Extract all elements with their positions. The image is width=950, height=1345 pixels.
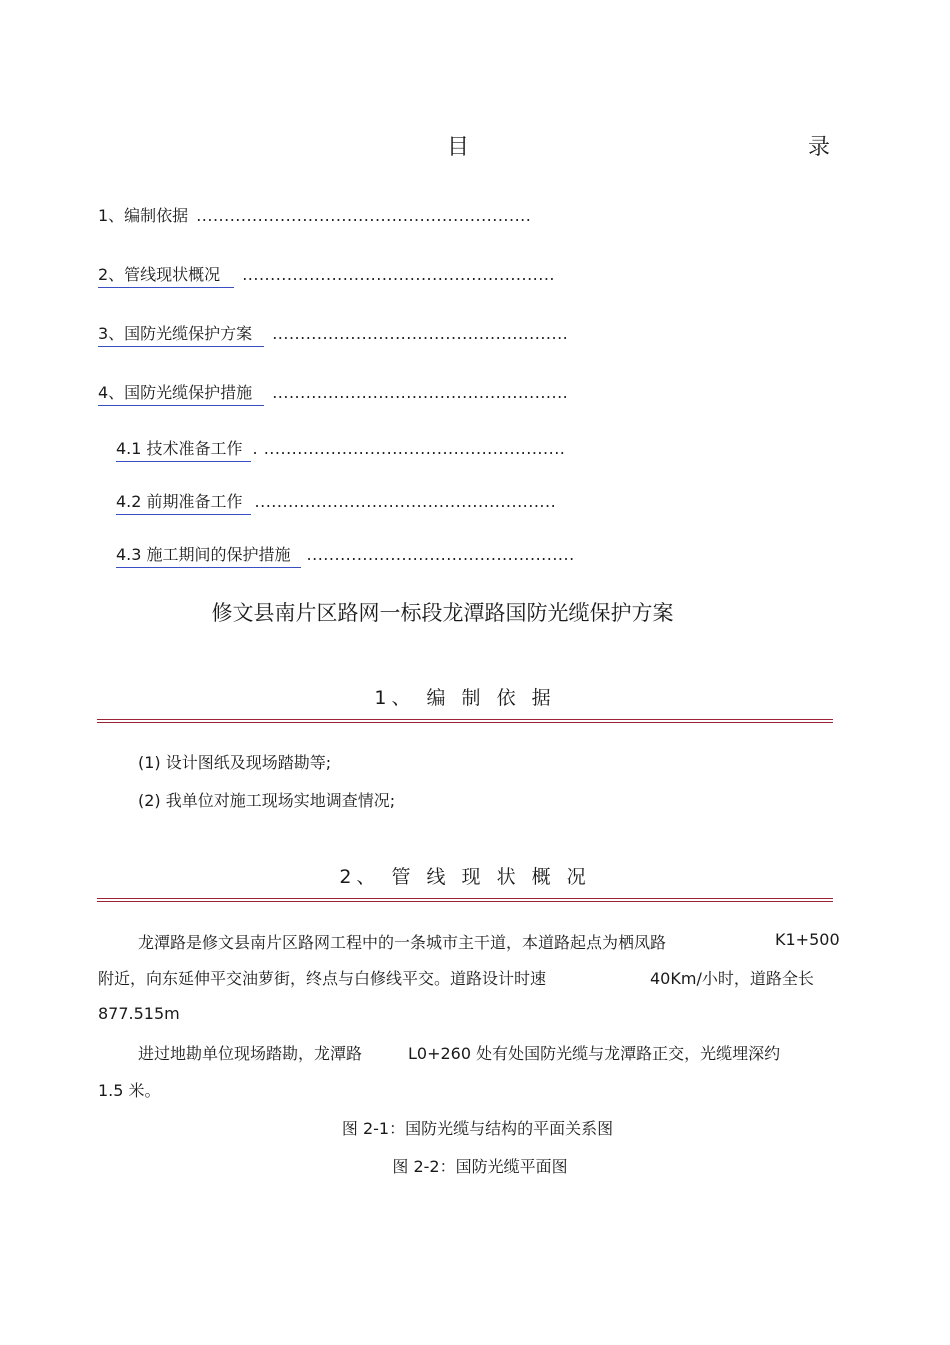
para-1-line-2b: 40Km/小时，道路全长 xyxy=(650,969,814,988)
toc-entry-label: 3、国防光缆保护方案 xyxy=(98,321,264,347)
section-1-heading: 1、 编 制 依 据 xyxy=(374,687,556,709)
toc-entry-leader: ...................................................... xyxy=(254,492,557,511)
para-1-line-1b: K1+500 xyxy=(775,930,840,949)
toc-entry-leader: ............................................................ xyxy=(196,206,532,225)
para-2-line-1b: L0+260 处有处国防光缆与龙潭路正交，光缆埋深约 xyxy=(408,1044,781,1063)
toc-entry-leader: ................................................ xyxy=(306,545,575,564)
toc-entry-2[interactable] xyxy=(98,262,555,288)
figure-caption-2-2: 图 2-2：国防光缆平面图 xyxy=(392,1157,568,1176)
section-1-item-1: (1) 设计图纸及现场踏勘等; xyxy=(138,753,332,772)
toc-heading-right: 录 xyxy=(808,135,831,160)
para-1-line-2a: 附近，向东延伸平交油萝街，终点与白修线平交。道路设计时速 xyxy=(98,969,547,988)
toc-heading-left: 目 xyxy=(447,135,470,160)
para-2-line-1a: 进过地勘单位现场踏勘，龙潭路 xyxy=(138,1044,363,1063)
toc-entry-label: 4、国防光缆保护措施 xyxy=(98,380,264,406)
toc-entry-4-1[interactable] xyxy=(116,436,565,462)
figure-caption-2-1: 图 2-1：国防光缆与结构的平面关系图 xyxy=(341,1119,614,1138)
toc-entry-3[interactable] xyxy=(98,321,568,347)
toc-entry-1[interactable] xyxy=(98,203,531,228)
section-2-rule xyxy=(97,898,833,902)
toc-entry-label: 4.2 前期准备工作 xyxy=(116,489,251,515)
toc-entry-label: 4.1 技术准备工作 xyxy=(116,436,251,462)
para-2-line-2: 1.5 米。 xyxy=(98,1081,161,1100)
section-1-item-2: (2) 我单位对施工现场实地调查情况; xyxy=(138,791,396,810)
toc-entry-leader: ........................................................ xyxy=(242,265,555,284)
toc-entry-4-2[interactable] xyxy=(116,489,556,515)
toc-entry-label: 4.3 施工期间的保护措施 xyxy=(116,542,301,568)
toc-entry-4[interactable] xyxy=(98,380,568,406)
toc-entry-leader: ..................................................... xyxy=(272,324,569,343)
para-1-line-3: 877.515m xyxy=(98,1004,180,1023)
toc-entry-label: 1、编制依据 xyxy=(98,206,189,225)
section-2-heading: 2、 管 线 现 状 概 况 xyxy=(339,866,591,888)
section-1-rule xyxy=(97,719,833,723)
document-title: 修文县南片区路网一标段龙潭路国防光缆保护方案 xyxy=(211,601,674,625)
para-1-line-1a: 龙潭路是修文县南片区路网工程中的一条城市主干道，本道路起点为栖凤路 xyxy=(138,933,667,952)
toc-entry-4-3[interactable] xyxy=(116,542,575,568)
toc-entry-leader: ..................................................... xyxy=(272,383,569,402)
toc-entry-leader: . ...................................................... xyxy=(252,439,566,458)
toc-entry-label: 2、管线现状概况 xyxy=(98,262,234,288)
